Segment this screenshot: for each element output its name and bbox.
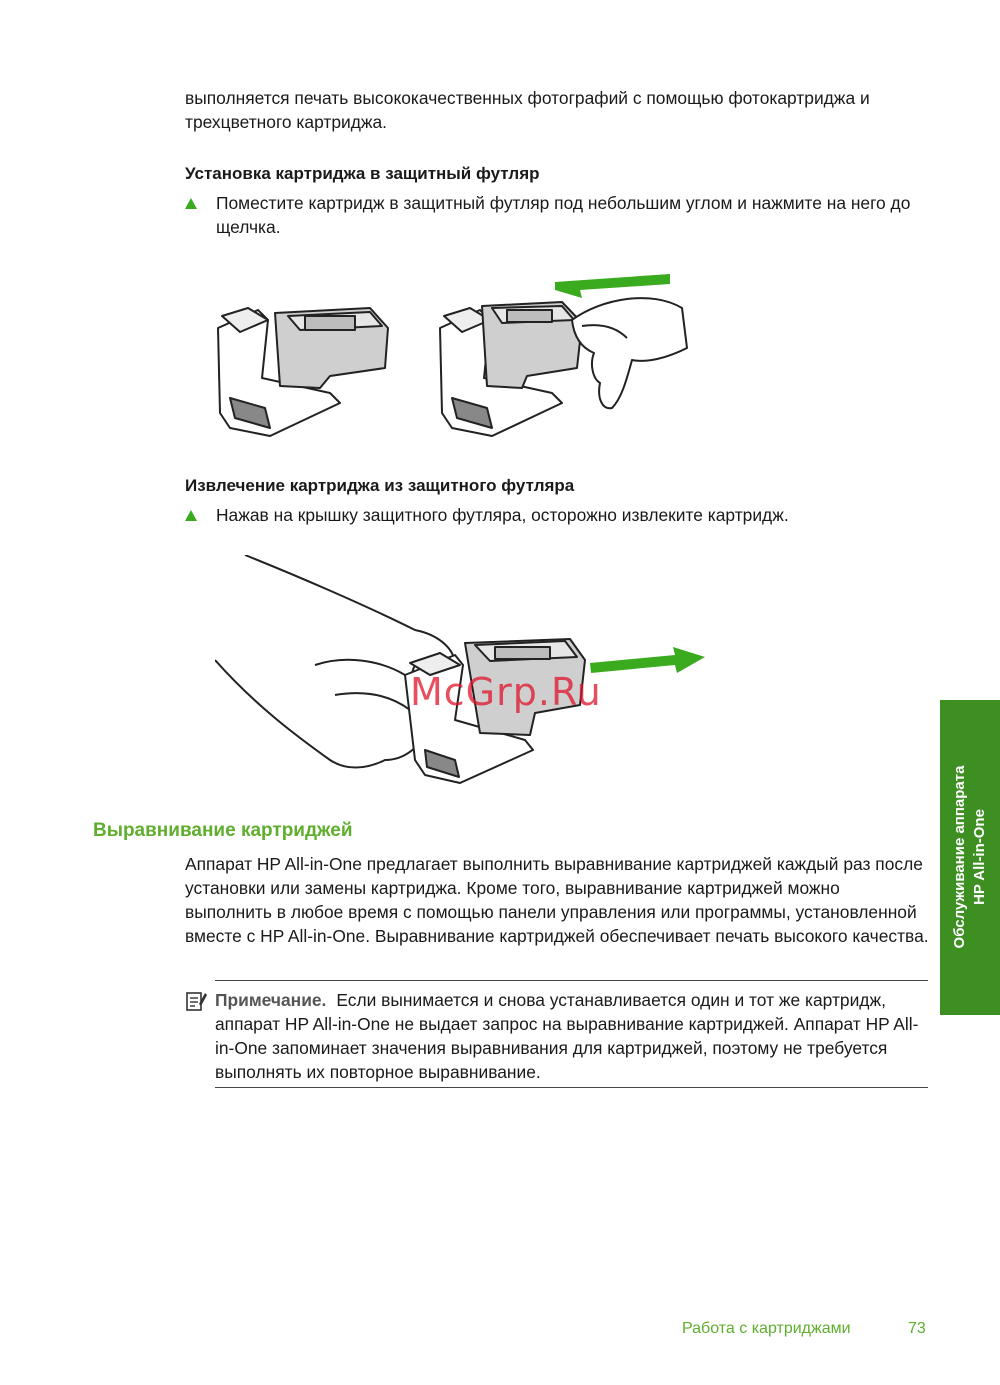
watermark: McGrp.Ru — [410, 670, 602, 714]
hand-right — [572, 298, 687, 408]
note-label: Примечание. — [215, 990, 327, 1010]
insert-cartridge-illustration — [210, 268, 690, 443]
align-paragraph: Аппарат HP All-in-One предлагает выполнить выравнивание картриджей каждый раз после установки или замены картриджа. Кроме того, выравнивание картриджей можно выполнить в любое время с помощью панели управления или программы, установленной вместе с HP All-in-One. Выравнивание картриджей обеспечивает печать высокого качества. — [185, 854, 929, 946]
footer-section-label: Работа с картриджами — [682, 1320, 851, 1337]
side-tab — [940, 700, 1000, 1015]
install-heading: Установка картриджа в защитный футляр — [185, 164, 540, 183]
remove-heading: Извлечение картриджа из защитного футляра — [185, 476, 575, 495]
side-tab-text — [950, 766, 990, 949]
install-step-text: Поместите картридж в защитный футляр под небольшим углом и нажмите на него до щелчка. — [216, 193, 911, 237]
note-body: Если вынимается и снова устанавливается один и тот же картридж, аппарат HP All-in-One не выдает запрос на выравнивание картриджей. Аппарат HP All-in-One запоминает значения выравнивания для картриджей, поэтому не требуется выполнять их повторное выравнивание. — [215, 990, 919, 1082]
intro-paragraph: выполняется печать высококачественных фотографий с помощью фотокартриджа и трехцветного картриджа. — [185, 88, 870, 132]
side-tab-line2: HP All-in-One — [971, 809, 988, 905]
footer-page-number: 73 — [908, 1320, 926, 1337]
note-top-rule — [215, 980, 928, 981]
triangle-bullet-icon — [185, 510, 197, 521]
arrow-left-icon — [555, 274, 670, 298]
side-tab-line1: Обслуживание аппарата — [951, 765, 968, 949]
note-paragraph — [215, 988, 927, 1084]
remove-step-text: Нажав на крышку защитного футляра, осторожно извлеките картридж. — [216, 505, 789, 525]
note-icon — [185, 990, 207, 1012]
triangle-bullet-icon — [185, 198, 197, 209]
arrow-right-icon — [590, 647, 705, 673]
note-bottom-rule — [215, 1087, 928, 1088]
section-title: Выравнивание картриджей — [93, 820, 353, 841]
